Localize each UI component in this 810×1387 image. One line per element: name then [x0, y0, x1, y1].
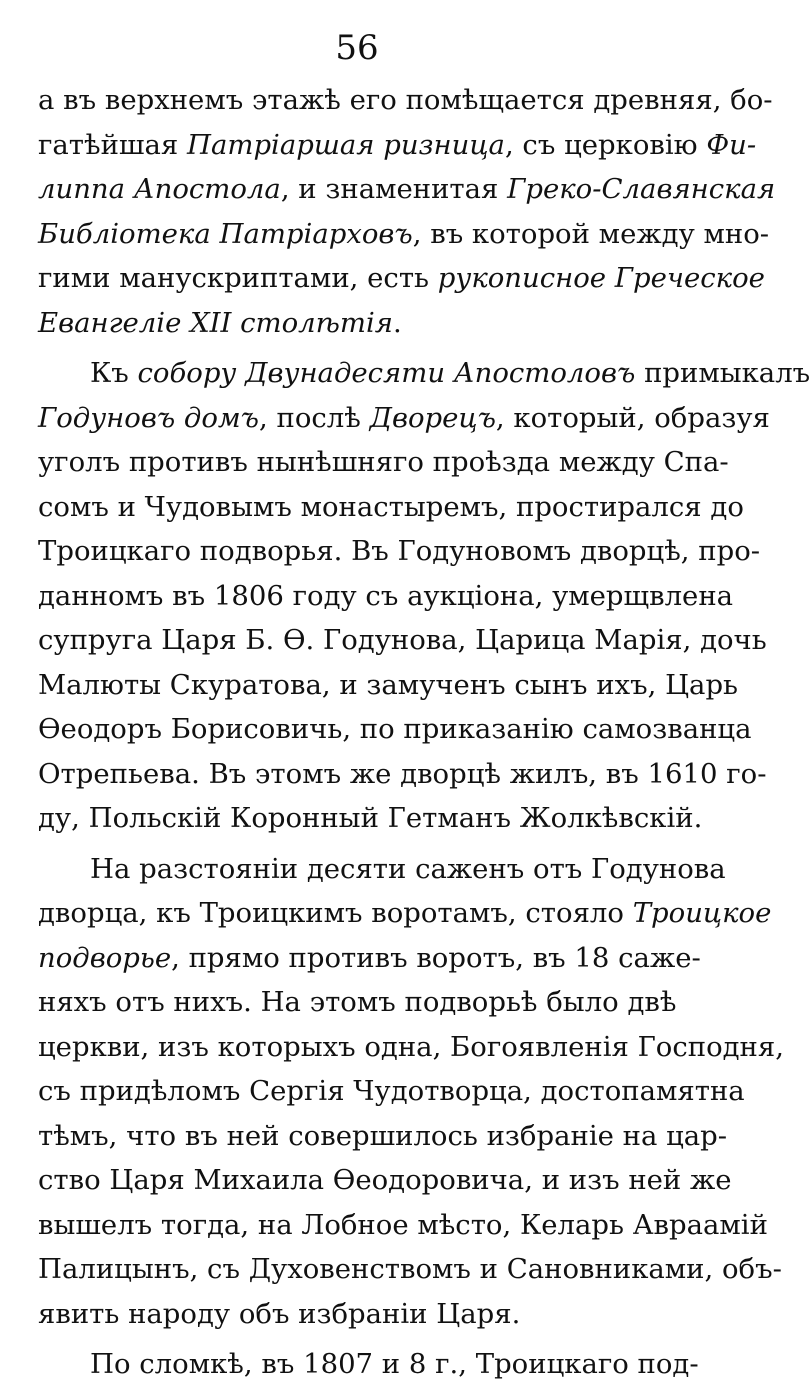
text-run: Къ [90, 357, 138, 389]
text-line [38, 707, 752, 752]
text-run: гими манускриптами, есть [38, 262, 438, 294]
text-run: , который, образуя [495, 401, 770, 434]
italic-text: Патріаршая ризница [186, 128, 505, 161]
text-run: Малюты Скуратова, и замученъ сынъ ихъ, Царь [38, 668, 739, 701]
text-line [38, 485, 744, 530]
text-run: ду, Польскій Коронный Гетманъ Жолкѣвскій. [38, 802, 703, 834]
paragraph [38, 351, 810, 841]
text-line [38, 301, 668, 346]
text-run: уголъ противъ нынѣшняго проѣзда между Спа- [38, 446, 729, 478]
text-run: няхъ отъ нихъ. На этомъ подворьѣ было двѣ [38, 986, 677, 1018]
italic-text: Дворецъ [369, 401, 496, 434]
text-run: дворца, къ Троицкимъ воротамъ, стояло [38, 897, 633, 929]
text-run: , послѣ [259, 401, 370, 434]
text-line [38, 1247, 782, 1292]
paragraph [38, 78, 776, 345]
page-body-text [38, 78, 810, 1387]
italic-text: собору Двунадесяти Апостоловъ [137, 357, 636, 389]
italic-text: Евангеліе XII столѣтія [38, 306, 394, 339]
italic-text: Троицкое [632, 897, 772, 929]
text-run: . [393, 306, 402, 339]
text-line [38, 752, 767, 797]
text-line [38, 123, 757, 168]
text-run: Палицынъ, съ Духовенствомъ и Сановниками, объ- [38, 1253, 782, 1285]
text-run: ство Царя Михаила Ѳеодоровича, и изъ ней же [38, 1164, 732, 1196]
text-run: супруга Царя Б. Ѳ. Годунова, Царица Марія, дочь [38, 624, 767, 656]
italic-text: подворье [38, 941, 172, 974]
text-line [38, 980, 677, 1025]
text-run: явить народу объ избраніи Царя. [38, 1297, 521, 1330]
text-line [38, 1114, 728, 1159]
italic-text: липпа Апостола [38, 173, 281, 205]
text-line [38, 1292, 668, 1337]
text-line [38, 796, 703, 841]
text-run: , съ церковію [504, 128, 707, 161]
italic-text: Годуновъ домъ [38, 401, 260, 434]
italic-text: рукописное Греческое [437, 262, 765, 294]
text-line [38, 351, 810, 396]
text-line [38, 1069, 745, 1114]
text-run: По сломкѣ, въ 1807 и 8 г., Троицкаго под- [90, 1348, 699, 1380]
text-line [38, 891, 772, 936]
text-line [38, 663, 739, 708]
text-run: церкви, изъ которыхъ одна, Богоявленія Господня, [38, 1030, 784, 1063]
text-line [38, 1203, 768, 1248]
text-run: тѣмъ, что въ ней совершилось избраніе на цар- [38, 1119, 728, 1152]
text-run: а въ верхнемъ этажѣ его помѣщается древняя, бо- [38, 84, 773, 116]
text-run: вышелъ тогда, на Лобное мѣсто, Келарь Авраамій [38, 1208, 768, 1241]
text-line [38, 1158, 732, 1203]
text-line [38, 256, 765, 301]
text-line [38, 167, 776, 212]
text-run: , въ которой между мно- [412, 217, 770, 250]
text-run: съ придѣломъ Сергія Чудотворца, достопамятна [38, 1075, 745, 1107]
text-line [38, 1342, 699, 1387]
paragraph [38, 1342, 699, 1387]
text-run: Отрепьева. Въ этомъ же дворцѣ жилъ, въ 1610 го- [38, 757, 767, 790]
italic-text: Фи- [706, 128, 757, 161]
text-run: данномъ въ 1806 году съ аукціона, умерщвлена [38, 579, 734, 612]
text-line [38, 440, 729, 485]
text-run: сомъ и Чудовымъ монастыремъ, простирался до [38, 490, 744, 523]
text-run: примыкалъ [635, 357, 810, 389]
text-line [38, 1025, 784, 1070]
text-line [38, 574, 734, 619]
paragraph [38, 847, 784, 1337]
text-line [38, 212, 770, 257]
page-number: 56 [335, 28, 379, 68]
text-run: Ѳеодоръ Борисовичь, по приказанію самозванца [38, 713, 752, 745]
text-line [38, 618, 767, 663]
text-line [38, 396, 770, 441]
text-run: Троицкаго подворья. Въ Годуновомъ дворцѣ, про- [38, 535, 761, 567]
text-line [38, 847, 726, 892]
text-line [38, 936, 701, 981]
text-line [38, 529, 761, 574]
text-run: , и знаменитая [280, 173, 508, 205]
italic-text: Греко-Славянская [507, 173, 776, 205]
text-run: гатѣйшая [38, 128, 187, 161]
italic-text: Библіотека Патріарховъ [38, 217, 413, 250]
text-run: , прямо противъ воротъ, въ 18 саже- [171, 941, 701, 974]
text-line [38, 78, 773, 123]
text-run: На разстояніи десяти саженъ отъ Годунова [90, 852, 726, 885]
